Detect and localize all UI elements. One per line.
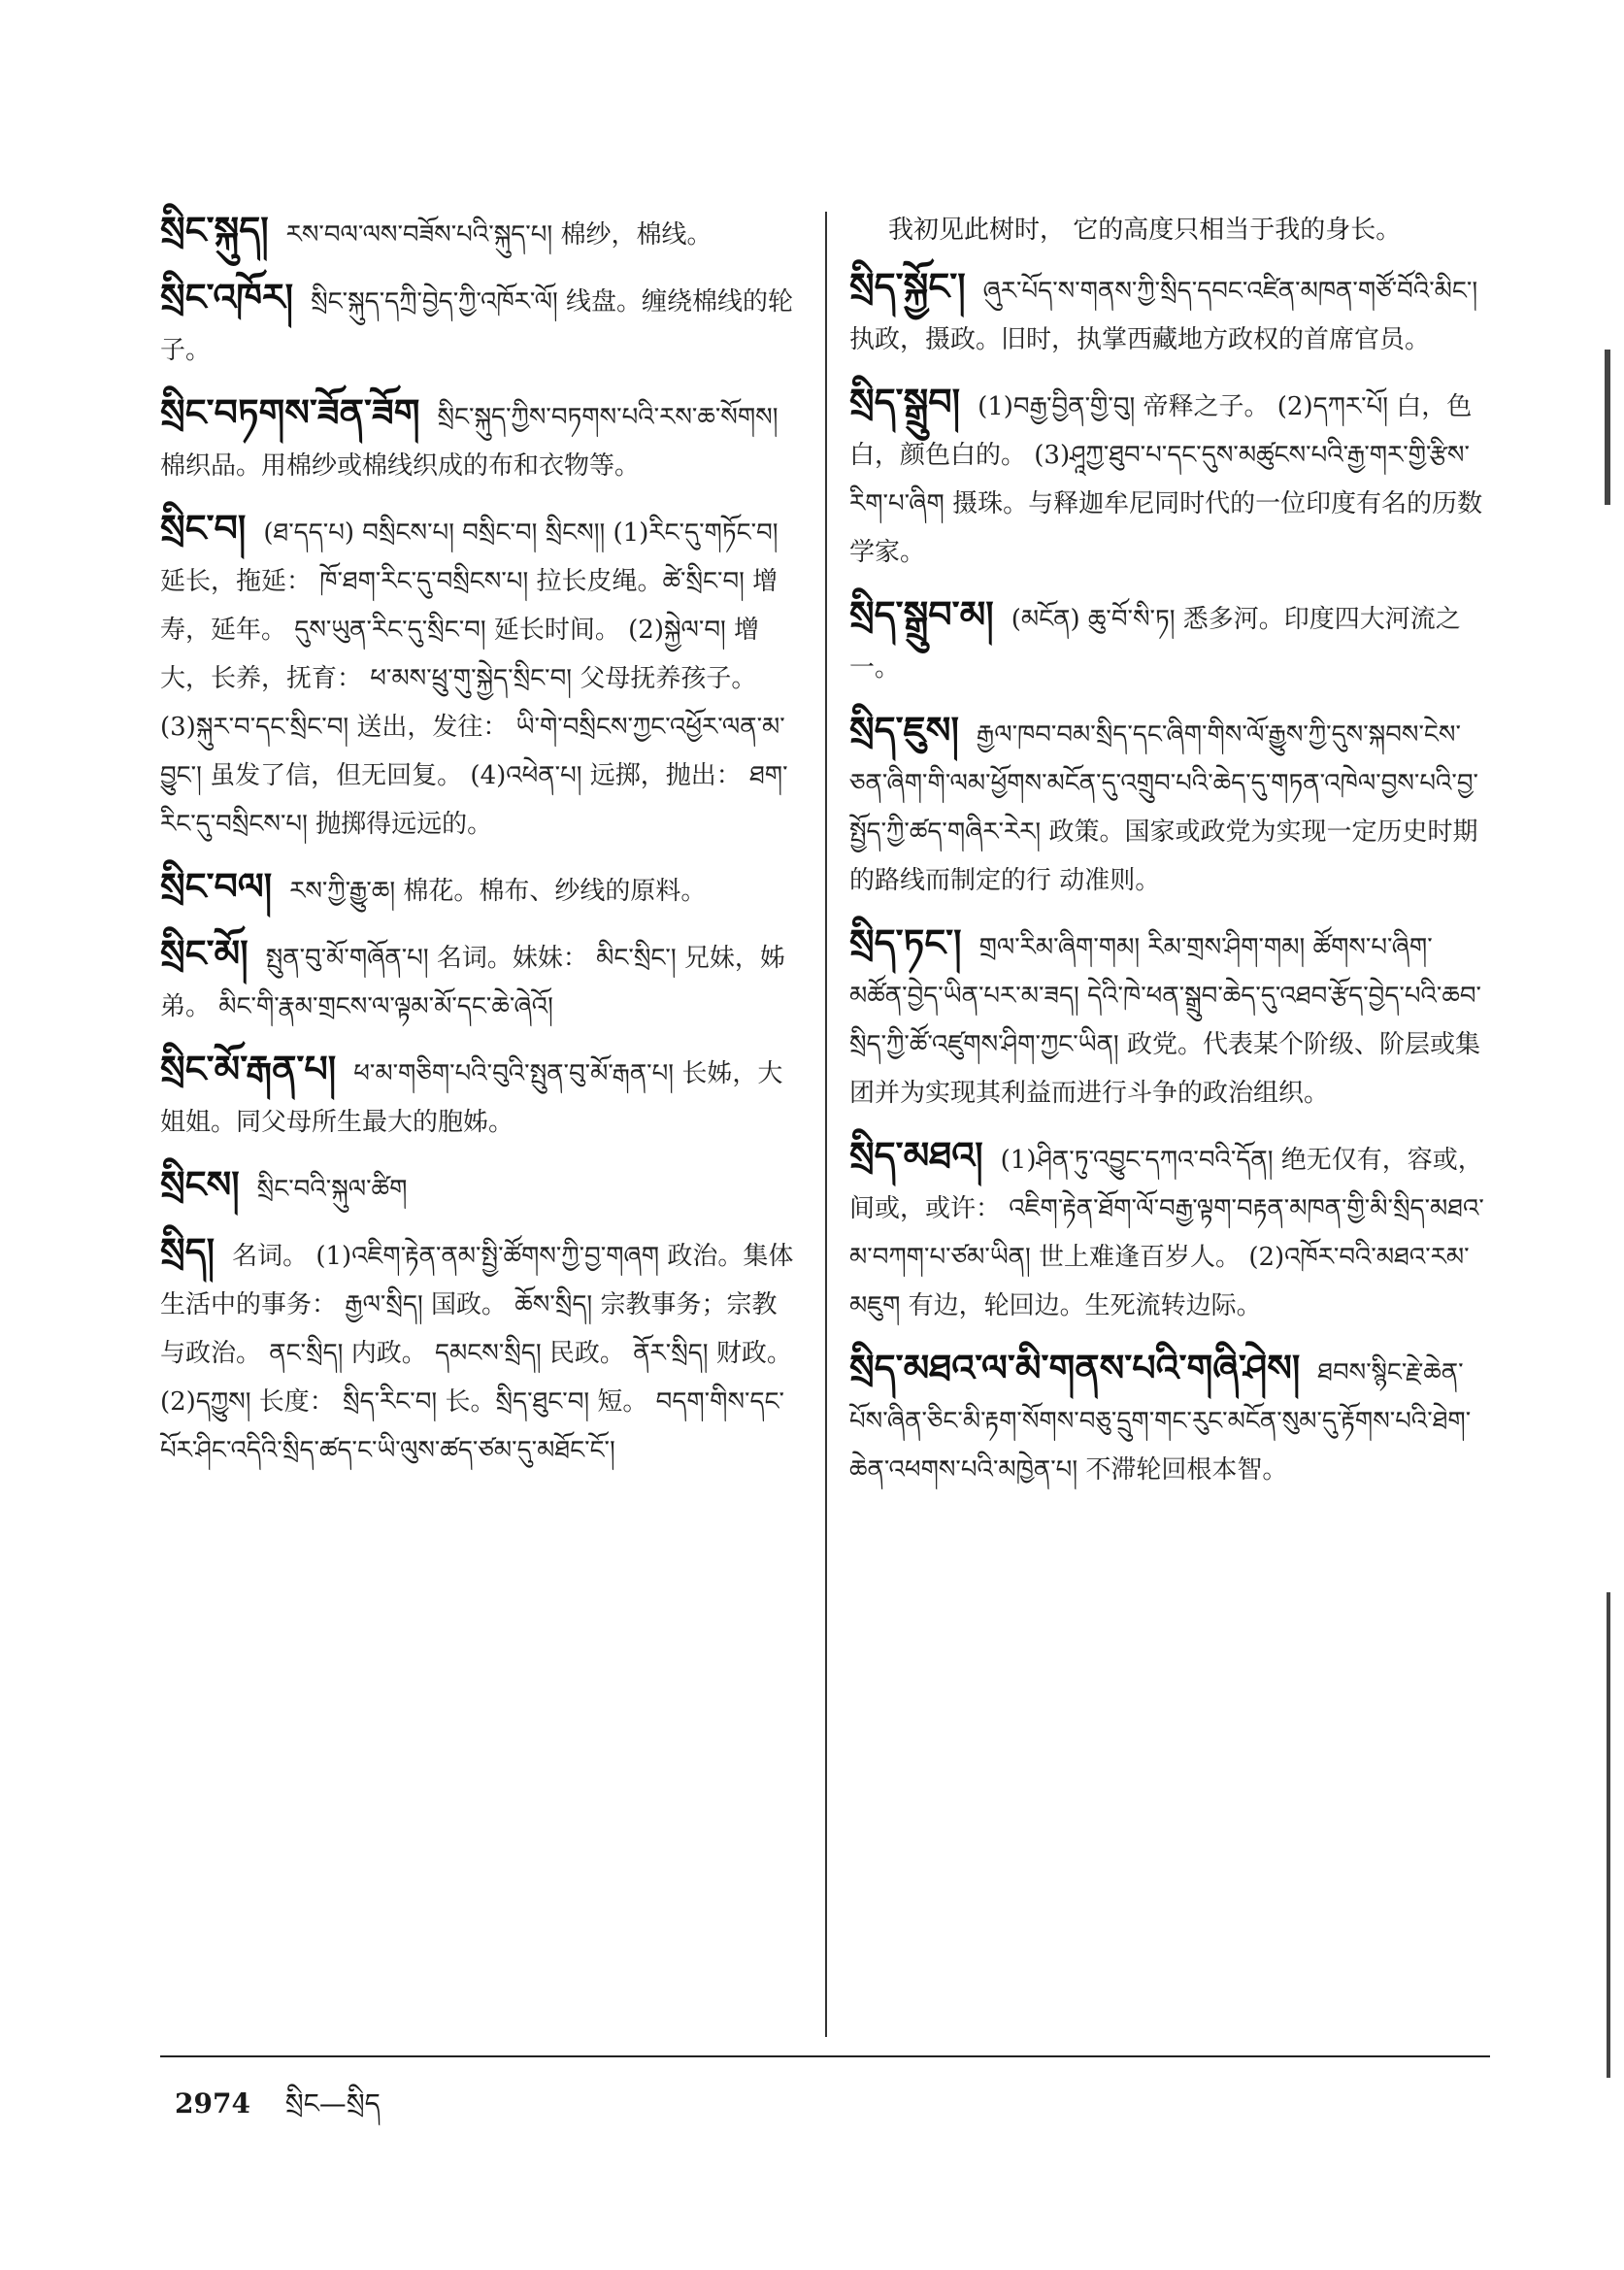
entry xyxy=(160,929,801,1031)
headword: སྲིད། xyxy=(160,1230,215,1273)
entry xyxy=(160,1160,801,1214)
definition: (1)བརྒྱ་བྱིན་གྱི་བུ། 帝释之子。 (2)དཀར་པོ། 白，色白，颜色白的。 (3)ཤཱཀྱ་ཐུབ་པ་དང་དུས་མཚུངས་པའི་རྒྱ་གར་གྱི་རྩིས་རིག་པ་ཞིག 摄珠。与释迦牟尼同时代的一位印度有名的历数学家。 xyxy=(849,392,1483,567)
headword: སྲིད་ཇུས། xyxy=(849,709,959,751)
definition: ཐབས་སྙིང་རྗེ་ཆེན་པོས་ཞིན་ཅིང་མི་རྟག་སོགས་བཅུ་དྲུག་གང་རུང་མངོན་སུམ་དུ་རྟོགས་པའི་ཐེག་ཆེན་འཕགས་པའི་མཁྱེན་པ། 不滞轮回根本智。 xyxy=(849,1358,1472,1485)
headword: སྲིངས། xyxy=(160,1163,240,1206)
definition: (མངོན) ཆུ་བོ་སི་ཏ། 悉多河。印度四大河流之一。 xyxy=(849,605,1461,683)
definition: སྤུན་བུ་མོ་གཞོན་པ། 名词。妹妹： མིང་སྲིང་། 兄妹，姊弟。 མིང་གི་རྣམ་གྲངས་ལ་ལྟམ་མོ་དང་ཆེ་ཞེའོ། xyxy=(160,944,785,1021)
definition: གྲལ་རིམ་ཞིག་གམ། རིམ་གྲས་ཤིག་གམ། ཚོགས་པ་ཞིག་མཚོན་བྱེད་ཡིན་པར་མ་ཟད། དེའི་ཁེ་ཕན་སྒྲུབ་ཆེད་དུ་འཐབ་རྩོད་བྱེད་པའི་ཆབ་སྲིད་ཀྱི་ཚོ་འཛུགས་ཤིག་ཀྱང་ཡིན། 政党。代表某个阶级、阶层或集团并为实现其利益而进行斗争的政治组织。 xyxy=(849,933,1481,1108)
entry xyxy=(849,378,1490,577)
page-number: 2974 xyxy=(175,2087,250,2120)
headword: སྲིད་ཏང་། xyxy=(849,921,962,964)
entry xyxy=(849,1344,1490,1494)
headword: སྲིང་མོ་རྒན་པ། xyxy=(160,1048,337,1090)
page-footer xyxy=(175,2073,381,2150)
edge-mark xyxy=(1605,350,1610,505)
headword: སྲིང་འཁོར། xyxy=(160,276,294,318)
headword: སྲིང་བ། xyxy=(160,507,247,550)
headword: སྲིང་བལ། xyxy=(160,865,273,908)
entry xyxy=(160,1045,801,1147)
definition: སྲིང་བའི་སྐུལ་ཚིག xyxy=(256,1175,408,1204)
entry xyxy=(849,918,1490,1118)
right-column xyxy=(849,206,1490,1508)
headword: སྲིང་མོ། xyxy=(160,932,249,975)
entry xyxy=(849,706,1490,905)
continued-text: 我初见此树时， 它的高度只相当于我的身长。 xyxy=(888,216,1402,245)
definition: སྲིང་སྐུད་ཀྱིས་བཏགས་པའི་རས་ཆ་སོགས། 棉织品。用棉纱或棉线织成的布和衣物等。 xyxy=(160,403,779,481)
headword: སྲིད་མཐའ་ལ་མི་གནས་པའི་གཞི་ཤེས། xyxy=(849,1347,1301,1389)
definition: སྲིང་སྐུད་དཀྲི་བྱེད་ཀྱི་འཁོར་ལོ། 线盘。缠绕棉线的轮子。 xyxy=(160,287,793,365)
footer-rule xyxy=(160,2055,1490,2057)
headword: སྲིད་སྒྲུབ་མ། xyxy=(849,593,994,636)
definition: རྒྱལ་ཁབ་བམ་སྲིད་དང་ཞིག་གིས་ལོ་རྒྱུས་ཀྱི་དུས་སྐབས་ངེས་ཅན་ཞིག་གི་ལམ་ཕྱོགས་མངོན་དུ་འགྲུབ་པའི་ཆེད་དུ་གཏན་འཁེལ་བྱས་པའི་བྱ་སྤྱོད་ཀྱི་ཚད་གཞིར་རེར། 政策。国家或政党为实现一定历史时期的路线而制定的行 动准则。 xyxy=(849,720,1478,895)
entry xyxy=(160,862,801,916)
definition: ཕ་མ་གཅིག་པའི་བུའི་སྤུན་བུ་མོ་རྒན་པ། 长姊，大姐姐。同父母所生最大的胞姊。 xyxy=(160,1059,783,1137)
edge-mark xyxy=(1607,1592,1610,2078)
entry xyxy=(849,590,1490,692)
definition: (ཐ་དད་པ) བསྲིངས་པ། བསྲིང་བ། སྲིངས།། (1)རིང་དུ་གཏོང་བ། 延长，拖延： ཁོ་ཐག་རིང་དུ་བསྲིངས་པ། 拉长皮绳。ཚེ་སྲིང་བ། 增寿，延年。 དུས་ཡུན་རིང་དུ་སྲིང་བ། 延长时间。 (2)སྐྱེལ་བ། 增大，长养，抚育： ཕ་མས་ཕྲུ་གུ་སྐྱེད་སྲིང་བ། 父母抚养孩子。 (3)སྐུར་བ་དང་སྲིང་བ། 送出，发往： ཡི་གེ་བསྲིངས་ཀྱང་འཕྱོར་ལན་མ་བྱུང་། 虽发了信，但无回复。 (4)འཕེན་པ། 远掷，抛出： ཐག་རིང་དུ་བསྲིངས་པ། 抛掷得远远的。 xyxy=(160,518,788,839)
definition: རས་ཀྱི་རྒྱུ་ཆ། 棉花。棉布、纱线的原料。 xyxy=(289,877,707,906)
left-column xyxy=(160,206,801,1488)
definition: རས་བལ་ལས་བཟོས་པའི་སྐུད་པ། 棉纱，棉线。 xyxy=(285,220,713,250)
page-range: སྲིང—སྲིད xyxy=(284,2087,381,2120)
entry xyxy=(160,206,801,259)
headword: སྲིང་བཏགས་ཟོན་ཟོག xyxy=(160,391,420,434)
column-divider xyxy=(825,212,827,2037)
entry xyxy=(849,262,1490,364)
headword: སྲིད་སྒྲུབ། xyxy=(849,381,961,423)
headword: སྲིད་མཐའ། xyxy=(849,1134,983,1177)
definition: (1)ཤིན་ཏུ་འབྱུང་དཀའ་བའི་དོན། 绝无仅有，容或，间或，或许： འཇིག་རྟེན་ཐོག་ལོ་བརྒྱ་ལྟག་བརྟན་མཁན་གྱི་མི་སྲིད་མཐའ་མ་བཀག་པ་ཙམ་ཡིན། 世上难逢百岁人。 (2)འཁོར་བའི་མཐའ་རམ་མཇུག 有边，轮回边。生死流转边际。 xyxy=(849,1146,1484,1320)
headword: སྲིང་སྐུད། xyxy=(160,209,269,251)
entry xyxy=(160,388,801,490)
definition: 名词。 (1)འཇིག་རྟེན་ནམ་སྤྱི་ཚོགས་ཀྱི་བྱ་གཞག 政治。集体生活中的事务： རྒྱལ་སྲིད། 国政。 ཆོས་སྲིད། 宗教事务；宗教与政治。 ནང་སྲིད། 内政。 དམངས་སྲིད། 民政。 ནོར་སྲིད། 财政。 (2)དཀྱུས། 长度： སྲིད་རིང་བ། 长。སྲིད་ཐུང་བ། 短。 བདག་གིས་དང་པོར་ཤིང་འདིའི་སྲིད་ཚད་ང་ཡི་ལུས་ཚད་ཙམ་དུ་མཐོང་ངོ་། xyxy=(160,1242,794,1465)
entry xyxy=(160,273,801,375)
entry xyxy=(160,1227,801,1475)
headword: སྲིད་སྐྱོང་། xyxy=(849,265,966,308)
entry xyxy=(849,1131,1490,1330)
entry xyxy=(160,504,801,849)
definition: ཞུར་པོད་ས་གནས་ཀྱི་སྲིད་དབང་འཛིན་མཁན་གཙོ་བོའི་མིང་། 执政，摄政。旧时，执掌西藏地方政权的首席官员。 xyxy=(849,277,1478,354)
